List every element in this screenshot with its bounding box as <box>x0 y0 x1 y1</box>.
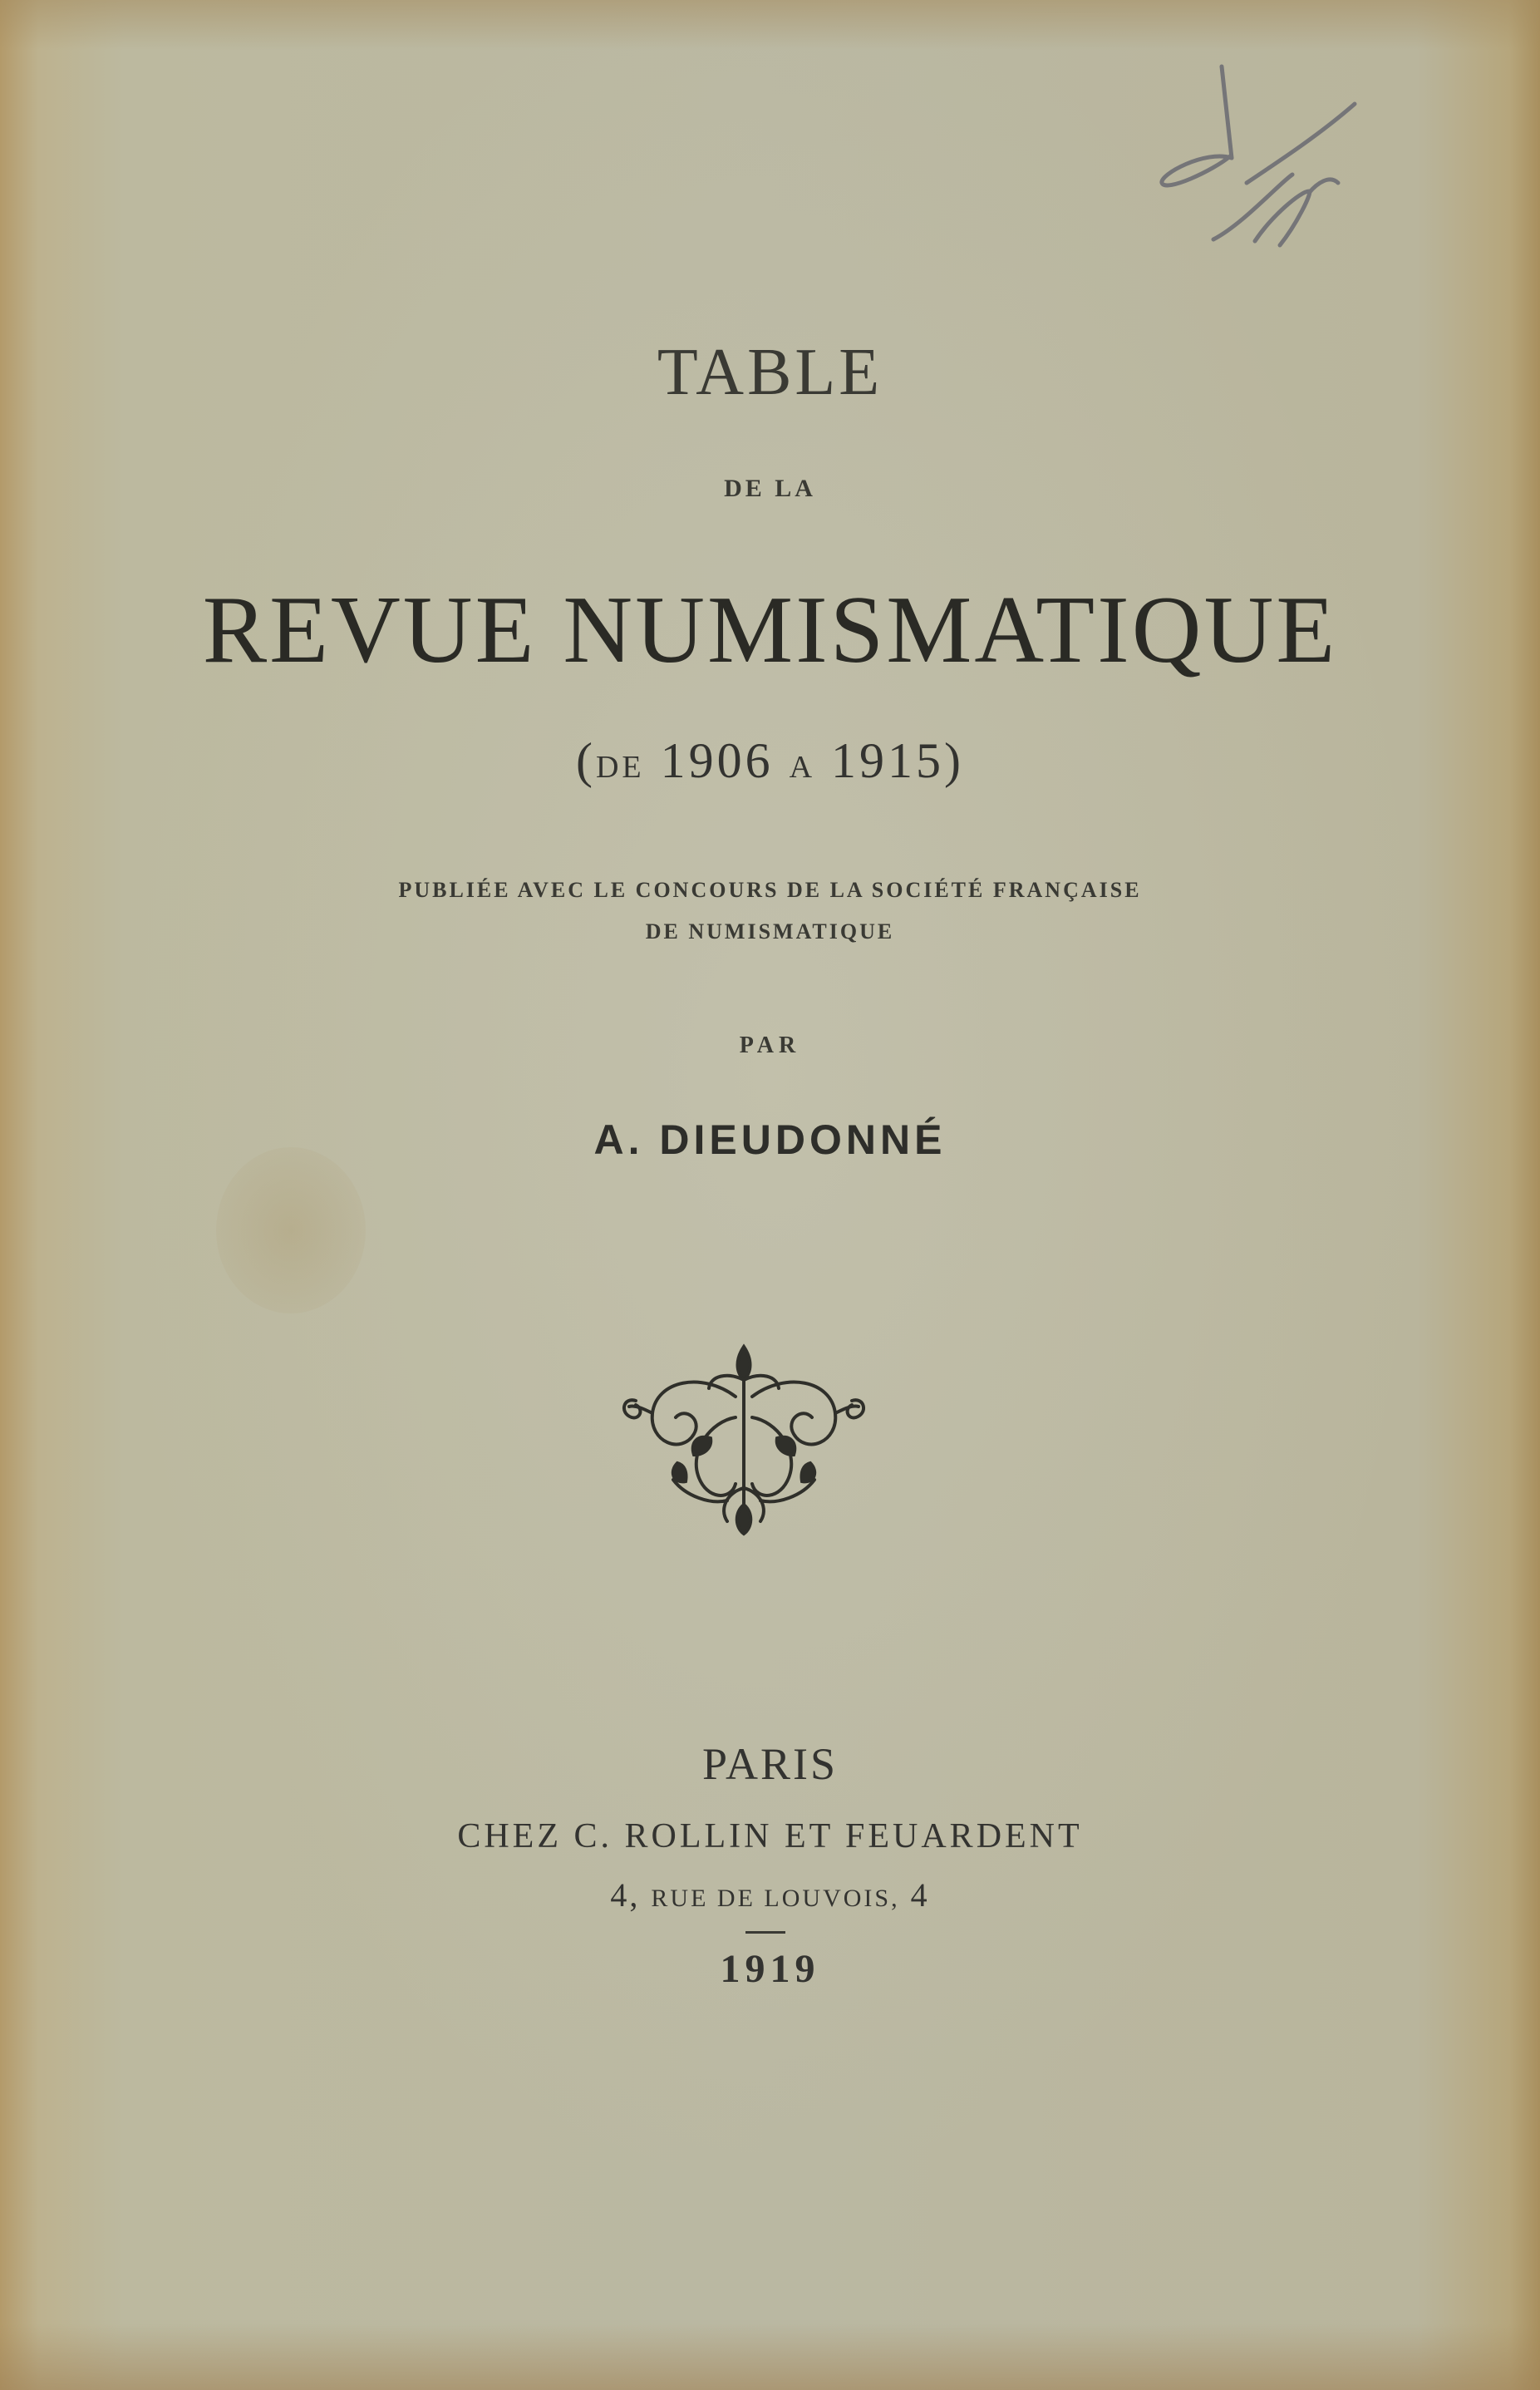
subtitle-line-2: DE NUMISMATIQUE <box>645 919 895 944</box>
imprint-publisher: CHEZ C. ROLLIN ET FEUARDENT <box>457 1817 1083 1855</box>
address-number-end: 4 <box>910 1876 930 1914</box>
title-table: TABLE <box>657 336 883 409</box>
address-number-start: 4, <box>610 1876 641 1914</box>
date-a: A <box>789 750 816 785</box>
imprint-year: 1919 <box>720 1947 820 1991</box>
handwritten-pencil-mark-icon <box>1139 58 1388 266</box>
paren-open: ( <box>575 733 596 788</box>
year-start: 1906 <box>660 733 774 788</box>
year-end: 1915 <box>831 733 945 788</box>
floral-scroll-ornament-icon <box>611 1338 877 1538</box>
paper-aging-bottom <box>0 2323 1540 2390</box>
title-revue-numismatique: REVUE NUMISMATIQUE <box>202 577 1338 683</box>
subtitle-line-1: PUBLIÉE AVEC LE CONCOURS DE LA SOCIÉTÉ FRANÇAISE <box>398 878 1142 902</box>
imprint-address <box>0 1876 1540 1914</box>
date-de: DE <box>595 750 645 785</box>
paper-aging-top <box>0 0 1540 50</box>
imprint-divider <box>745 1931 785 1934</box>
address-street: RUE DE LOUVOIS, <box>651 1885 900 1912</box>
paren-close: ) <box>944 733 965 788</box>
byline-par: PAR <box>739 1032 801 1058</box>
imprint-city: PARIS <box>701 1739 839 1789</box>
title-de-la: DE LA <box>724 475 816 502</box>
paper-stain <box>216 1147 366 1313</box>
title-date-range <box>0 733 1540 788</box>
author-name: A. DIEUDONNÉ <box>593 1116 947 1163</box>
